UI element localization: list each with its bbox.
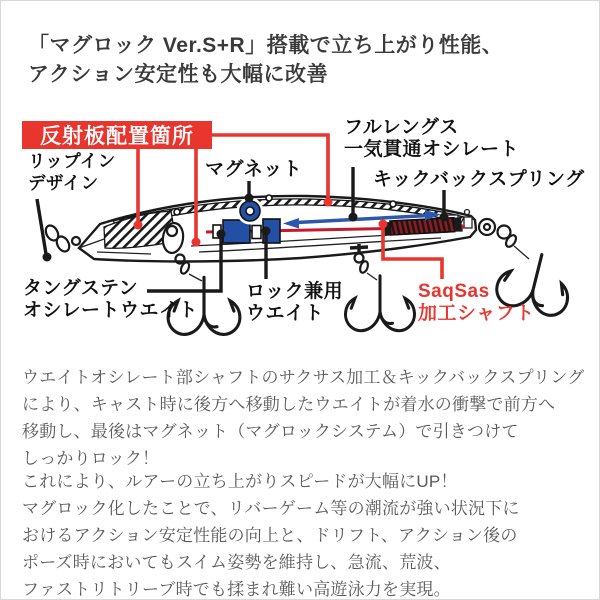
label-lock-weight: ロック兼用 ウエイト — [246, 281, 344, 324]
label-tungsten-oscillate-weight: タングステン オシレートウエイト — [23, 278, 199, 321]
label-full-length-oscillate: フルレングス 一気貫通オシレート — [344, 117, 520, 160]
nose-snap — [43, 223, 80, 253]
rear-hook-link — [504, 233, 529, 259]
weight-connector — [252, 226, 261, 239]
label-kickback-spring: キックバックスプリング — [373, 169, 585, 190]
kickback-spring-part — [384, 217, 462, 235]
label-magnet: マグネット — [205, 159, 303, 180]
lure-cutaway-diagram — [1, 111, 600, 364]
page-title-line1: 「マグロック Ver.S+R」搭載で立ち上がり性能、 — [28, 34, 504, 57]
middle-treble-hook — [346, 276, 415, 331]
label-lip-in-design: リップイン デザイン — [28, 151, 116, 193]
page-title — [28, 32, 503, 89]
label-reflector-zone: 反射板配置箇所 — [22, 121, 212, 149]
label-saqsas-shaft: SaqSas 加工シャフト — [418, 281, 535, 324]
description-paragraph-2: これにより、ルアーの立ち上がりスピードが大幅にUP！ マグロック化したことで、リバーゲーム等の潮流が強い状況下に おけるアクション安定性能の向上と、ドリフト、アクション後の ポーズ時においてもスイム姿勢を維持し、急流、荒波、 ファストリトリーブ時でも揉まれ難い高遊泳力を実現。 — [22, 472, 520, 599]
tail-eye — [479, 219, 511, 239]
description-paragraph-1: ウエイトオシレート部シャフトのサクサス加工＆キックバックスプリング により、キャスト時に後方へ移動したウエイトが着水の衝撃で前方へ 移動し、最後はマグネット（マグロックシステム）で引きつけて しっかりロック！ — [22, 368, 585, 468]
page-title-line2: アクション安定性も大幅に改善 — [28, 62, 328, 86]
